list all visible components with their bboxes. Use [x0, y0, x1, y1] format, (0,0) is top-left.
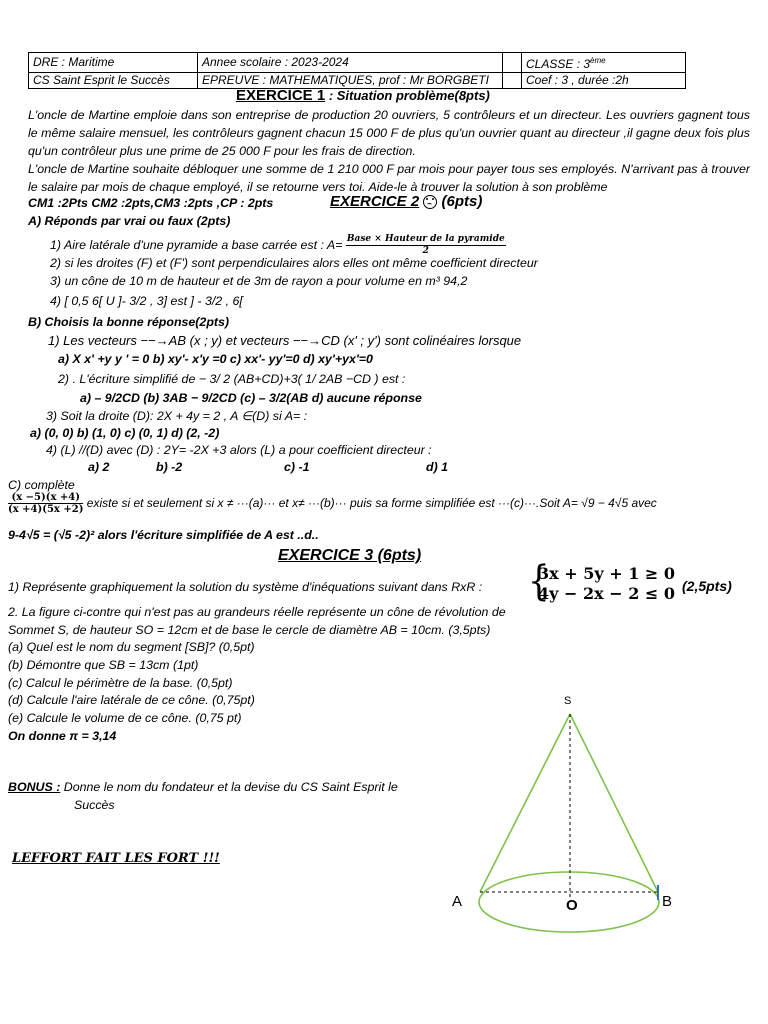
ex2-B3-options: a) (0, 0) b) (1, 0) c) (0, 1) d) (2, -2): [30, 426, 220, 440]
ex2-A1: [50, 234, 506, 257]
header-empty-cell: [503, 73, 522, 89]
ex2-title-row: [330, 193, 482, 210]
ex2-A1-text: 1) Aire latérale d'une pyramide a base carrée est : A=: [50, 237, 343, 252]
ex2-points: (6pts): [437, 193, 483, 210]
ex1-subtitle: : Situation problème(8pts): [325, 88, 490, 103]
ex1-paragraph-2: L'oncle de Martine souhaite débloquer une somme de 1 210 000 F par mois pour payer tous ses employés. N'arrivant pas à trouver le salaire par mois de chaque employé, il se retourne vers toi. Aide-le à trouver la solution à son problème: [28, 162, 750, 194]
ex3-qb: (b) Démontre que SB = 13cm (1pt): [8, 658, 199, 672]
cone-figure: [440, 690, 690, 940]
ex2-B2: 2) . L'écriture simplifié de − 3/ 2 (AB+CD)+3( 1/ 2AB −CD ) est :: [58, 372, 406, 386]
header-exam: EPREUVE : MATHEMATIQUES, prof : Mr BORGBETI: [198, 73, 503, 89]
label-B: B: [662, 893, 673, 910]
header-class-label: CLASSE : 3: [526, 57, 591, 71]
label-A: A: [452, 893, 463, 910]
ex2-C-line2: 9-4√5 = (√5 -2)² alors l'écriture simplifiée de A est ..d..: [8, 528, 319, 542]
ex1-title: EXERCICE 1: [236, 87, 326, 104]
ex3-qd: (d) Calcule l'aire latérale de ce cône. (0,75pt): [8, 693, 255, 707]
ex2-title: EXERCICE 2: [330, 193, 420, 210]
ex2-B2-options: a) – 9/2CD (b) 3AB − 9/2CD (c) – 3/2(AB d) aucune réponse: [80, 391, 422, 405]
ex3-q2-line2: Sommet S, de hauteur SO = 12cm et de base le cercle de diamètre AB = 10cm. (3,5pts): [8, 623, 491, 637]
header-coef: Coef : 3 , durée :2h: [522, 73, 686, 89]
ex3-qe: (e) Calcule le volume de ce cône. (0,75 pt): [8, 711, 242, 725]
header-empty-cell: [503, 53, 522, 73]
header-class-sup: ème: [590, 56, 606, 65]
system-brace-icon: {: [528, 558, 550, 606]
ex3-qc: (c) Calcul le périmètre de la base. (0,5pt): [8, 676, 233, 690]
ex3-inequality-1: 3x + 5y + 1 ≥ 0: [538, 564, 676, 583]
ex3-inequality-2: 4y − 2x − 2 ≤ 0: [538, 584, 676, 603]
ex2-B1: 1) Les vecteurs −−→AB (x ; y) et vecteurs −−→CD (x' ; y') sont colinéaires lorsque: [48, 333, 522, 348]
ex2-A1-fraction: [346, 234, 506, 257]
ex3-q1-points: (2,5pts): [682, 578, 732, 594]
header-year: Annee scolaire : 2023-2024: [198, 53, 503, 73]
bonus-text: Donne le nom du fondateur et la devise du CS Saint Esprit le: [60, 780, 398, 794]
ex2-C-fraction: [8, 492, 83, 515]
ex3-pi: On donne π = 3,14: [8, 729, 117, 743]
header-table: [28, 52, 686, 89]
bonus-row: [8, 780, 398, 794]
ex2-B4-option-a: a) 2: [88, 460, 110, 474]
ex3-system: [538, 564, 675, 604]
header-dre: DRE : Maritime: [29, 53, 198, 73]
ex2-A3: 3) un cône de 10 m de hauteur et de 3m de rayon a pour volume en m³ 94,2: [50, 274, 468, 288]
ex2-B4-option-b: b) -2: [156, 460, 183, 474]
motto: LEFFORT FAIT LES FORT !!!: [12, 851, 220, 866]
sad-face-icon: [423, 195, 437, 209]
ex2-C-text: existe si et seulement si x ≠ ···(a)··· et x≠ ···(b)··· puis sa forme simplifiée est ···(c)···.Soit A= √9 − 4√5 avec: [83, 495, 657, 510]
ex1-paragraph-1: L'oncle de Martine emploie dans son entreprise de production 20 ouvriers, 5 contrôleurs et un directeur. Les ouvriers gagnent tous le même salaire mensuel, les contrôleurs gagnent chacun 15 000 F de plus qu'un ouvrier quant au directeur ,il gagne deux fois plus qu'un contrôleur plus une prime de 25 000 F pour les frais de direction.: [28, 108, 750, 158]
ex1-title-row: [236, 87, 490, 104]
ex3-q1: 1) Représente graphiquement la solution du système d'inéquations suivant dans RxR :: [8, 580, 483, 594]
ex3-title: EXERCICE 3 (6pts): [278, 547, 422, 564]
ex2-C-row: [8, 492, 657, 515]
bonus-label: BONUS :: [8, 780, 61, 794]
ex2-B3: 3) Soit la droite (D): 2X + 4y = 2 , A ∈(D) si A= :: [46, 409, 308, 423]
ex1-grading: CM1 :2Pts CM2 :2pts,CM3 :2pts ,CP : 2pts: [28, 196, 274, 210]
ex2-A1-numerator: Base × Hauteur de la pyramide: [346, 234, 505, 244]
cone-edge-left: [480, 714, 570, 892]
ex2-A2: 2) si les droites (F) et (F') sont perpendiculaires alors elles ont même coefficient directeur: [50, 256, 538, 270]
header-class: [522, 53, 686, 73]
ex2-B4: 4) (L) //(D) avec (D) : 2Y= -2X +3 alors (L) a pour coefficient directeur :: [46, 443, 432, 457]
ex2-B1-options: a) X x' +y y ' = 0 b) xy'- x'y =0 c) xx'- yy'=0 d) xy'+yx'=0: [58, 352, 373, 366]
ex2-C-denominator: (x +4)(5x +2): [8, 504, 84, 515]
ex2-C-numerator: (x −5)(x +4): [8, 492, 83, 504]
ex2-B-title: B) Choisis la bonne réponse(2pts): [28, 315, 230, 329]
ex2-A4: 4) [ 0,5 6[ U ]- 3/2 , 3] est ] - 3/2 , 6[: [50, 294, 243, 308]
ex3-qa: (a) Quel est le nom du segment [SB]? (0,5pt): [8, 640, 255, 654]
ex3-q2-line1: 2. La figure ci-contre qui n'est pas au grandeurs réelle représente un cône de révolution de: [8, 605, 506, 619]
header-school: CS Saint Esprit le Succès: [29, 73, 198, 89]
ex2-C-title: C) complète: [8, 478, 75, 492]
bonus-text-2: Succès: [74, 798, 115, 812]
ex2-B4-option-c: c) -1: [284, 460, 310, 474]
ex2-A-title: A) Réponds par vrai ou faux (2pts): [28, 214, 231, 228]
ex2-A1-denominator: 2: [422, 246, 429, 256]
cone-edge-right: [570, 714, 658, 892]
ex2-B4-option-d: d) 1: [426, 460, 449, 474]
label-S: S: [564, 695, 572, 707]
label-O: O: [566, 897, 578, 914]
